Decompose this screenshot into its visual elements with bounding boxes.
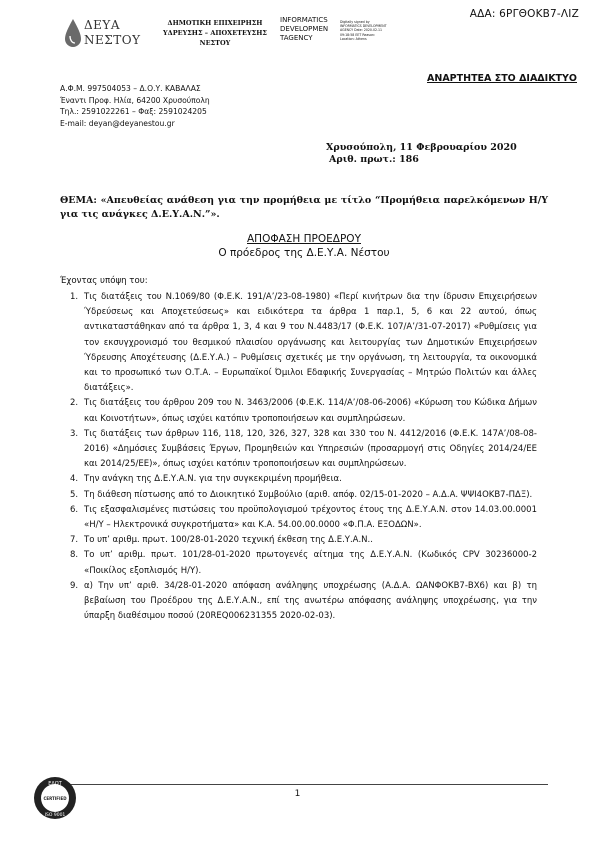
- considering-label: Έχοντας υπόψη του:: [60, 276, 148, 286]
- digital-signature-name: [280, 16, 328, 43]
- seal-bottom-text: ISO 9001: [44, 813, 66, 818]
- list-item: 9. α) Την υπ’ αριθ. 34/28-01-2020 απόφαση ανάληψης υποχρέωσης (Α.Δ.Α. ΩΑΝΦΟΚΒ7-ΒΧ6) και β) τη βεβαίωση του Προέδρου της Δ.Ε.Υ.Α.Ν., επί της ανωτέρω απόφασης ανάληψης υποχρέωσης, για την ύπαρξη διαθέσιμου ποσού (20REQ006231355 2020-02-03).: [70, 580, 537, 622]
- date-line: Χρυσούπολη, 11 Φεβρουαρίου 2020: [326, 142, 517, 153]
- seal-cert-text: CERTIFIED: [43, 796, 67, 801]
- decision-title: ΑΠΟΦΑΣΗ ΠΡΟΕΔΡΟΥ: [247, 233, 361, 245]
- logo-line2: ΝΕΣΤΟΥ: [84, 33, 141, 47]
- seal-top-text: ΕΛΟΤ: [48, 781, 62, 787]
- digital-signature-details: Digitally signed by INFORMATICS DEVELOPMENT AGENCY Date: 2020.02.11 09:18:58 EET Reason: Location: Athens: [340, 20, 387, 41]
- president-title: Ο πρόεδρος της Δ.Ε.Υ.Α. Νέστου: [218, 247, 390, 259]
- signer-line1: INFORMATICS: [280, 16, 328, 24]
- list-item: 5. Τη διάθεση πίστωσης από το Διοικητικό Συμβούλιο (αριθ. απόφ. 02/15-01-2020 – Α.Δ.Α. ΨΨΙ4ΟΚΒ7-ΠΔΞ).: [70, 489, 533, 500]
- address-line: Έναντι Προφ. Ηλία, 64200 Χρυσούπολη: [60, 95, 210, 105]
- considerations-list: [60, 290, 537, 624]
- address-line: Α.Φ.Μ. 997504053 – Δ.Ο.Υ. ΚΑΒΑΛΑΣ: [60, 84, 201, 93]
- address-line: Τηλ.: 2591022261 – Φαξ: 2591024205: [60, 107, 207, 116]
- signer-line3: TAGENCY: [280, 34, 313, 42]
- logo-text: [84, 18, 141, 48]
- company-name: [150, 18, 280, 48]
- page-number: 1: [294, 789, 301, 799]
- company-line3: ΝΕΣΤΟΥ: [199, 39, 231, 47]
- water-drop-icon: [64, 18, 82, 48]
- address-block: [60, 83, 210, 129]
- date-block: [326, 142, 517, 166]
- ada-code: ΑΔΑ: 6ΡΓΘΟΚΒ7-ΛΙΖ: [469, 8, 579, 20]
- deyan-logo: [64, 14, 146, 52]
- list-item: 6. Τις εξασφαλισμένες πιστώσεις του προϋπολογισμού τρέχοντος έτους της Δ.Ε.Υ.Α.Ν. στον 14.03.00.0001 «Η/Υ – Ηλεκτρονικά συγκροτήματα» και Κ.Α. 54.00.00.0000 «Φ.Π.Α. ΕΞΟΔΩΝ».: [70, 504, 537, 531]
- list-item: 2. Τις διατάξεις του άρθρου 209 του Ν. 3463/2006 (Φ.Ε.Κ. 114/Α’/08-06-2006) «Κύρωση του Κώδικα Δήμων και Κοινοτήτων», όπως ισχύει κατόπιν τροποποιήσεων και συμπληρώσεων.: [70, 398, 537, 424]
- company-line1: ΔΗΜΟΤΙΚΗ ΕΠΙΧΕΙΡΗΣΗ: [167, 19, 263, 27]
- footer-divider: [60, 784, 548, 785]
- list-item: 4. Την ανάγκη της Δ.Ε.Υ.Α.Ν. για την συγκεκριμένη προμήθεια.: [70, 474, 342, 485]
- list-item: 3. Τις διατάξεις των άρθρων 116, 118, 120, 326, 327, 328 και 330 του Ν. 4412/2016 (Φ.Ε.Κ. 147Α’/08-08-2016) «Δημόσιες Συμβάσεις Έργων, Προμηθειών και Υπηρεσιών (προσαρμογή στις Οδηγίες 2014/24/ΕΕ και 2014/25/ΕΕ)», όπως ισχύει κατόπιν τροποποιήσεων και συμπληρώσεων.: [70, 428, 537, 470]
- list-item: 1. Τις διατάξεις του Ν.1069/80 (Φ.Ε.Κ. 191/Α’/23-08-1980) «Περί κινήτρων δια την ίδρυσιν Επιχειρήσεων Ύδρεύσεως και Αποχετεύσεως» και ειδικότερα τα άρθρα 1 παρ.1, 5, 6 και 22 αυτού, όπως αντικαταστάθηκαν από τα άρθρα 1, 3, 4 και 9 του Ν.4483/17 (Φ.Ε.Κ. 107/Α’/31-07-2017) «Ρυθμίσεις για τον εκσυγχρονισμό του θεσμικού πλαισίου οργάνωσης και λειτουργίας των Δημοτικών Επιχειρήσεων Ύδρευσης Αποχέτευσης (Δ.Ε.Υ.Α.) – Ρυθμίσεις σχετικές με την οργάνωση, τη λειτουργία, τα οικονομικά και το προσωπικό των Ο.Τ.Α. – Ευρωπαϊκοί Όμιλοι Εδαφικής Συνεργασίας – Μητρώο Πολιτών και άλλες διατάξεις».: [70, 292, 537, 394]
- protocol-number: Αριθ. πρωτ.: 186: [329, 154, 419, 165]
- publication-notice: ΑΝΑΡΤΗΤΕΑ ΣΤΟ ΔΙΑΔΙΚΤΥΟ: [427, 73, 577, 84]
- company-line2: ΥΔΡΕΥΣΗΣ – ΑΠΟΧΕΤΕΥΣΗΣ: [163, 29, 267, 37]
- address-line: E-mail: deyan@deyanestou.gr: [60, 118, 175, 128]
- list-item: 7. Το υπ’ αριθμ. πρωτ. 100/28-01-2020 τεχνική έκθεση της Δ.Ε.Υ.Α.Ν..: [70, 535, 373, 546]
- logo-line1: ΔΕΥΑ: [84, 18, 121, 32]
- list-item: 8. Το υπ’ αριθμ. πρωτ. 101/28-01-2020 πρωτογενές αίτημα της Δ.Ε.Υ.Α.Ν. (Κωδικός CPV 30236000-2 «Ποικίλος εξοπλισμός Η/Υ).: [70, 550, 537, 576]
- subject-line: ΘΕΜΑ: «Απευθείας ανάθεση για την προμήθεια με τίτλο “Προμήθεια παρελκόμενων Η/Υ για τις ανάγκες Δ.Ε.Υ.Α.Ν.”».: [60, 195, 548, 220]
- signer-line2: DEVELOPMEN: [280, 25, 329, 33]
- iso-certification-seal-icon: [33, 776, 77, 820]
